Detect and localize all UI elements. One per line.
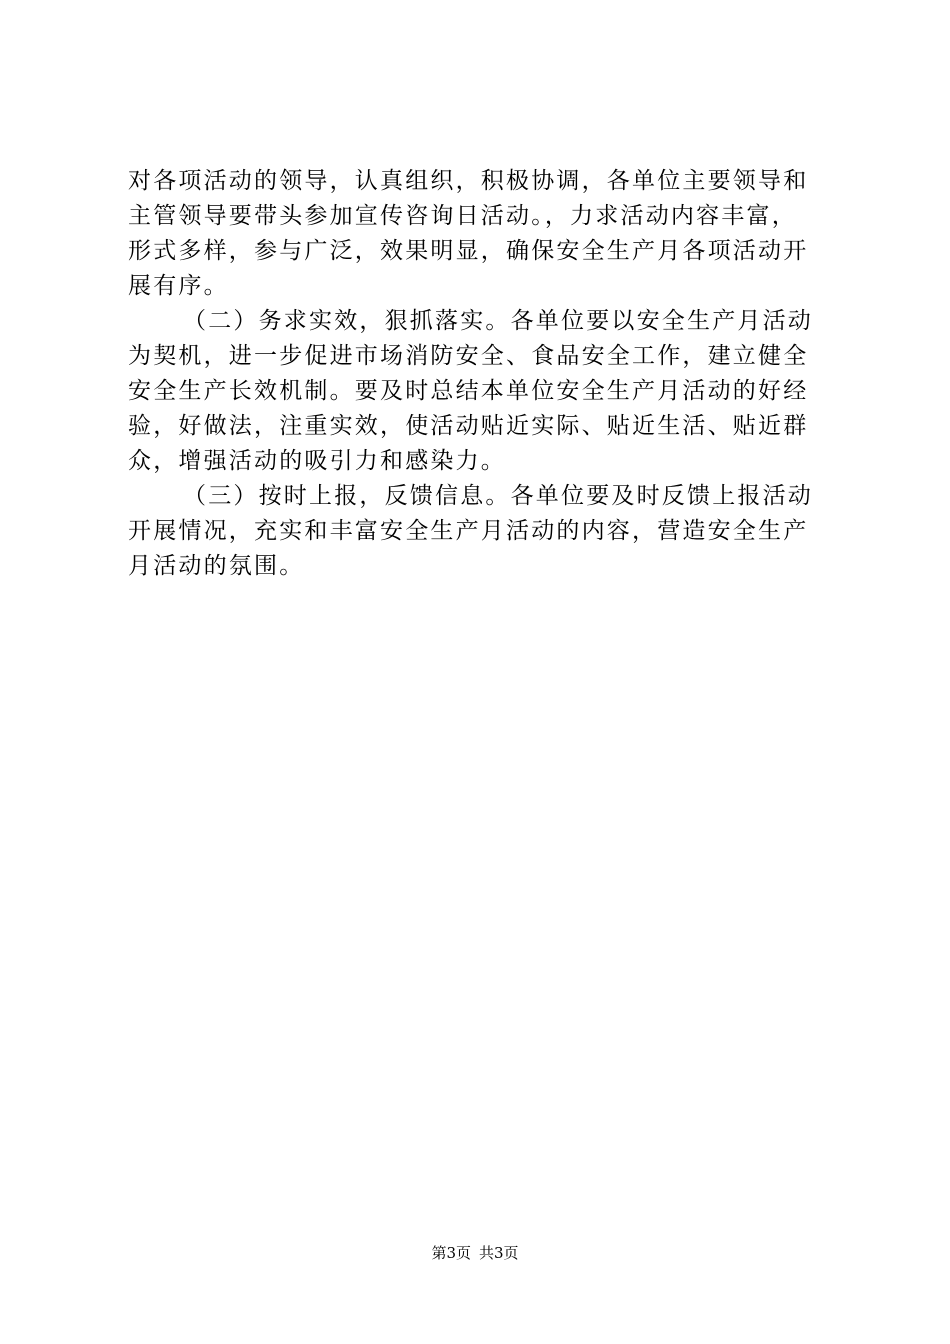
- document-body: [128, 164, 838, 584]
- page-number: 第3页: [431, 1244, 471, 1262]
- paragraph-start-line: （三）按时上报，反馈信息。各单位要及时反馈上报活动: [183, 483, 813, 509]
- body-line: 安全生产长效机制。要及时总结本单位安全生产月活动的好经: [128, 378, 809, 404]
- page-footer: [0, 1243, 950, 1263]
- paragraph-start-line: （二）务求实效，狠抓落实。各单位要以安全生产月活动: [183, 308, 813, 334]
- body-line: 主管领导要带头参加宣传咨询日活动。，力求活动内容丰富，: [128, 203, 797, 229]
- body-line: 展有序。: [128, 273, 229, 299]
- body-line: 验，好做法，注重实效，使活动贴近实际、贴近生活、贴近群: [128, 413, 809, 439]
- page-total: 共3页: [479, 1244, 519, 1262]
- body-line: 形式多样，参与广泛，效果明显，确保安全生产月各项活动开: [128, 238, 809, 264]
- body-line: 月活动的氛围。: [128, 553, 305, 579]
- body-line: 对各项活动的领导，认真组织，积极协调，各单位主要领导和: [128, 168, 809, 194]
- body-line: 众，增强活动的吸引力和感染力。: [128, 448, 506, 474]
- body-line: 为契机，进一步促进市场消防安全、食品安全工作，建立健全: [128, 343, 809, 369]
- body-line: 开展情况，充实和丰富安全生产月活动的内容，营造安全生产: [128, 518, 809, 544]
